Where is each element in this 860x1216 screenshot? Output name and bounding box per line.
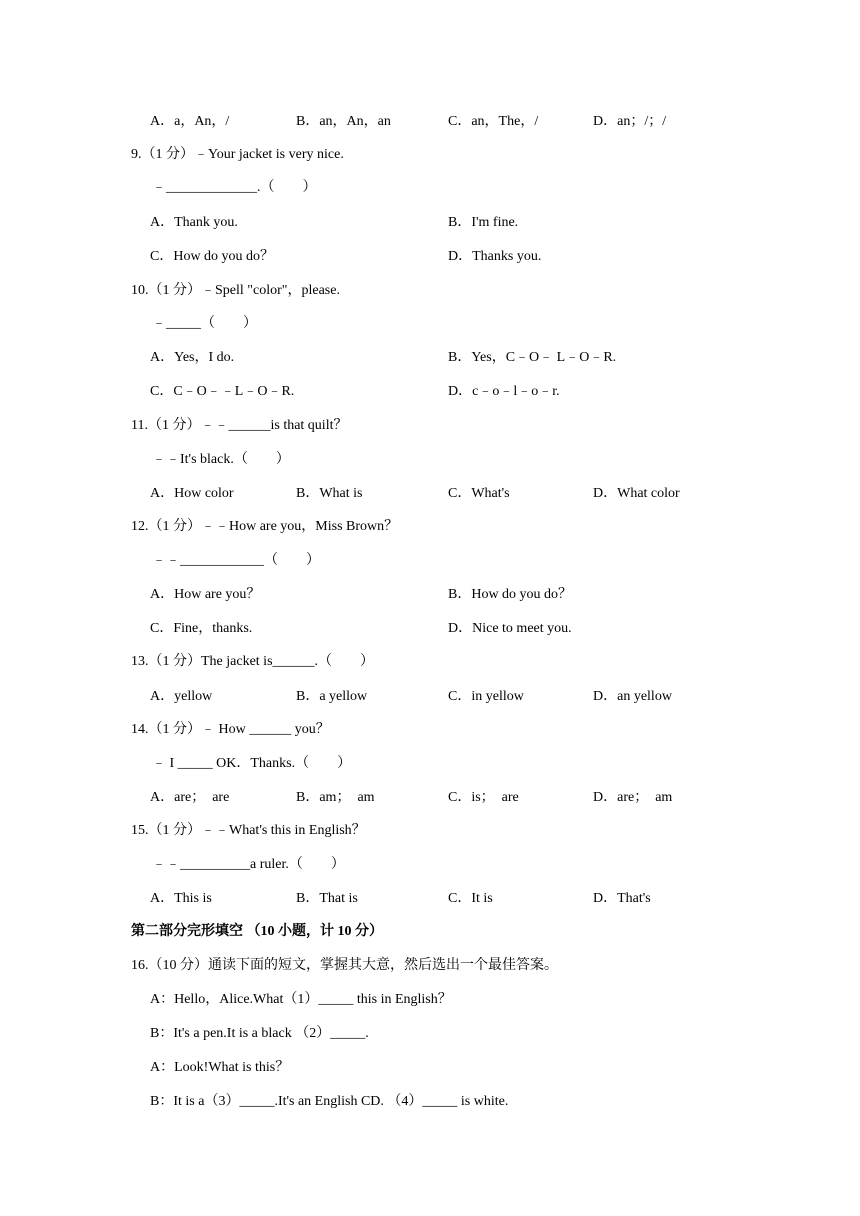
question-14-stem: 14.（1 分）﹣ How ______ you？	[131, 722, 330, 737]
question-12-stem: 12.（1 分）﹣﹣How are you，Miss Brown？	[131, 519, 399, 534]
question-9-blank: ﹣_____________.（ ）	[152, 180, 317, 195]
option-a[interactable]: A．a，An，/	[150, 114, 230, 129]
question-9-option-d[interactable]: D．Thanks you.	[448, 249, 542, 264]
question-10-stem: 10.（1 分）﹣Spell "color"，please.	[131, 283, 340, 298]
question-10-option-a[interactable]: A．Yes，I do.	[150, 350, 235, 365]
question-11-option-b[interactable]: B．What is	[296, 486, 363, 501]
question-15-option-a[interactable]: A．This is	[150, 891, 212, 906]
question-11-stem: 11.（1 分）﹣﹣______is that quilt？	[131, 418, 348, 433]
question-12-option-b[interactable]: B．How do you do？	[448, 587, 573, 602]
option-b[interactable]: B．an，An，an	[296, 114, 391, 129]
dialog-line: A：Hello，Alice.What（1）_____ this in English？	[150, 992, 452, 1007]
question-15-blank: ﹣﹣__________a ruler.（ ）	[152, 857, 345, 872]
question-11-option-d[interactable]: D．What color	[593, 486, 680, 501]
question-14-blank: ﹣ I _____ OK．Thanks.（ ）	[152, 756, 352, 771]
question-11-blank: ﹣﹣It's black.（ ）	[152, 452, 290, 467]
dialog-line: A：Look!What is this？	[150, 1060, 290, 1075]
question-15-option-d[interactable]: D．That's	[593, 891, 651, 906]
question-15-option-b[interactable]: B．That is	[296, 891, 358, 906]
question-10-option-d[interactable]: D．c﹣o﹣l﹣o﹣r.	[448, 384, 560, 399]
question-11-option-c[interactable]: C．What's	[448, 486, 510, 501]
question-13-option-c[interactable]: C．in yellow	[448, 689, 524, 704]
question-16-stem: 16.（10 分）通读下面的短文，掌握其大意，然后选出一个最佳答案。	[131, 958, 558, 973]
question-9-option-a[interactable]: A．Thank you.	[150, 215, 238, 230]
question-15-option-c[interactable]: C．It is	[448, 891, 493, 906]
question-14-option-a[interactable]: A．are； are	[150, 790, 230, 805]
question-12-blank: ﹣﹣____________（ ）	[152, 553, 320, 568]
question-9-stem: 9.（1 分）﹣Your jacket is very nice.	[131, 147, 344, 162]
question-14-option-d[interactable]: D．are； am	[593, 790, 673, 805]
question-9-option-b[interactable]: B．I'm fine.	[448, 215, 519, 230]
dialog-line: B：It's a pen.It is a black （2）_____.	[150, 1026, 369, 1041]
question-13-stem: 13.（1 分）The jacket is______.（ ）	[131, 654, 375, 669]
option-c[interactable]: C．an，The，/	[448, 114, 539, 129]
question-14-option-b[interactable]: B．am； am	[296, 790, 375, 805]
dialog-line: B：It is a（3）_____.It's an English CD. （4）_____ is white.	[150, 1094, 509, 1109]
question-9-option-c[interactable]: C．How do you do？	[150, 249, 275, 264]
question-13-option-a[interactable]: A．yellow	[150, 689, 213, 704]
question-13-option-b[interactable]: B．a yellow	[296, 689, 368, 704]
question-12-option-a[interactable]: A．How are you？	[150, 587, 261, 602]
question-13-option-d[interactable]: D．an yellow	[593, 689, 672, 704]
question-15-stem: 15.（1 分）﹣﹣What's this in English？	[131, 823, 366, 838]
option-d[interactable]: D．an；/；/	[593, 114, 667, 129]
question-12-option-c[interactable]: C．Fine，thanks.	[150, 621, 253, 636]
question-11-option-a[interactable]: A．How color	[150, 486, 234, 501]
question-10-option-c[interactable]: C．C﹣O﹣﹣L﹣O﹣R.	[150, 384, 295, 399]
question-12-option-d[interactable]: D．Nice to meet you.	[448, 621, 572, 636]
question-10-option-b[interactable]: B．Yes，C﹣O﹣ L﹣O﹣R.	[448, 350, 617, 365]
section-heading: 第二部分完形填空 （10 小题，计 10 分）	[131, 924, 383, 939]
question-10-blank: ﹣_____（ ）	[152, 316, 257, 331]
question-14-option-c[interactable]: C．is； are	[448, 790, 519, 805]
